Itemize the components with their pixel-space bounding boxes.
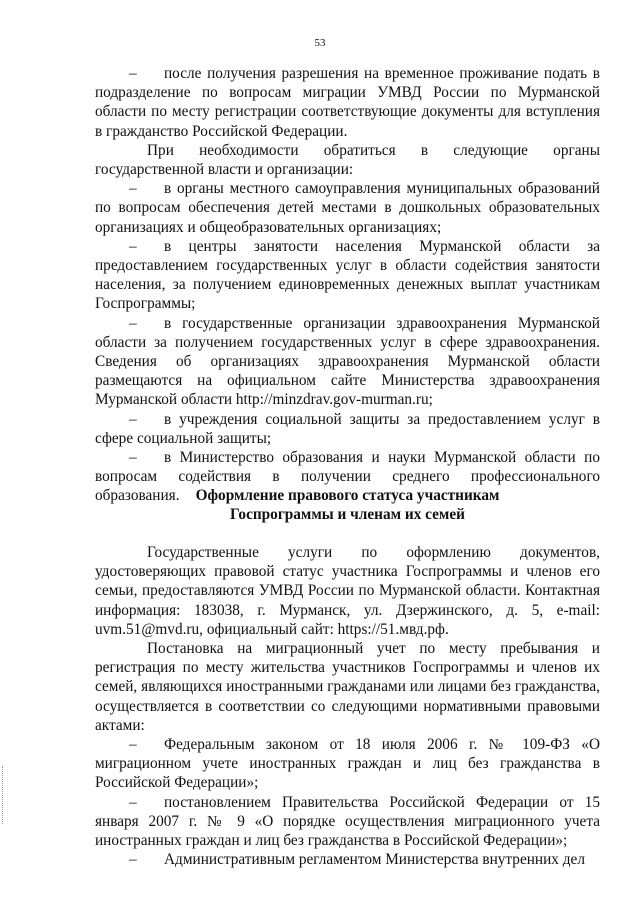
list-dash: – xyxy=(129,65,137,82)
paragraph-text: постановлением Правительства Российской Федерации от 15 января 2007 г. № 9 «О порядке осуществления миграционного учета иностранных граждан и лиц без гражданства в Российской Федерации»; xyxy=(95,793,600,850)
paragraph-text: Федеральным законом от 18 июля 2006 г. № 109-ФЗ «О миграционном учете иностранных граждан и лиц без гражданства в Российской Федерации»; xyxy=(95,736,600,792)
paragraph-text: в Министерство образования и науки Мурманской области по вопросам содействия в получении среднего профессионального образования. xyxy=(95,449,600,505)
section-heading-line-1: Оформление правового статуса участникам xyxy=(195,487,500,504)
list-dash: – xyxy=(129,736,137,754)
paragraph xyxy=(95,64,600,141)
section-heading xyxy=(95,486,600,524)
paragraph-text: Государственные услуги по оформлению документов, удостоверяющих правовой статус участника Госпрограммы и членов его семьи, предоставляются УМВД России по Мурманской области. Контактная информация: 183038, г. Мурманск, ул. Дзержинского, д. 5, e-mail: uvm.51@mvd.ru, официальный сайт: https://51.мвд.рф. xyxy=(95,544,600,638)
paragraph xyxy=(95,314,600,410)
paragraph-text: в органы местного самоуправления муниципальных образований по вопросам обеспечения детей местами в дошкольных образовательных организациях и общеобразовательных организациях; xyxy=(95,180,600,236)
list-dash: – xyxy=(129,314,137,332)
list-dash: – xyxy=(129,793,137,811)
paragraph-text: Постановка на миграционный учет по месту пребывания и регистрация по месту жительства участников Госпрограммы и членов их семей, являющихся иностранными гражданами или лицами без гражданства, осуществляется в соответствии со следующими нормативными правовыми актами: xyxy=(95,640,600,734)
paragraph-text: в государственные организации здравоохранения Мурманской области за получением государственных услуг в сфере здравоохранения. Сведения об организациях здравоохранения Мурманской области размещаются на официальном сайте Министерства здравоохранения Мурманской области http://minzdrav.gov-murman.ru; xyxy=(95,314,600,409)
paragraph xyxy=(95,735,600,793)
list-dash: – xyxy=(129,180,137,198)
paragraph xyxy=(95,793,600,851)
paragraph-text: в центры занятости населения Мурманской области за предоставлением государственных услуг в области содействия занятости населения, за получением единовременных денежных выплат участникам Госпрограммы; xyxy=(95,237,600,313)
list-dash: – xyxy=(129,851,137,869)
section-heading-line-2: Госпрограммы и членам их семей xyxy=(230,506,465,524)
list-dash: – xyxy=(129,237,137,255)
paragraph-text: При необходимости обратиться в следующие органы государственной власти и организации: xyxy=(95,141,600,179)
margin-scan-mark xyxy=(2,766,6,824)
paragraph xyxy=(95,179,600,237)
list-dash: – xyxy=(129,410,137,428)
paragraph-text: после получения разрешения на временное проживание подать в подразделение по вопросам миграции УМВД России по Мурманской области по месту регистрации соответствующие документы для вступления в гражданство Российской Федерации. xyxy=(95,65,600,140)
paragraph xyxy=(95,141,600,179)
body-text-top xyxy=(95,64,600,506)
paragraph xyxy=(95,850,600,869)
page-number: 53 xyxy=(314,37,326,49)
paragraph xyxy=(95,543,600,639)
body-text-bottom xyxy=(95,543,600,869)
paragraph-text: Административным регламентом Министерства внутренних дел xyxy=(164,851,585,869)
paragraph xyxy=(95,237,600,314)
paragraph xyxy=(95,410,600,448)
paragraph xyxy=(95,639,600,735)
paragraph-text: в учреждения социальной защиты за предоставлением услуг в сфере социальной защиты; xyxy=(95,410,600,447)
list-dash: – xyxy=(129,449,137,467)
